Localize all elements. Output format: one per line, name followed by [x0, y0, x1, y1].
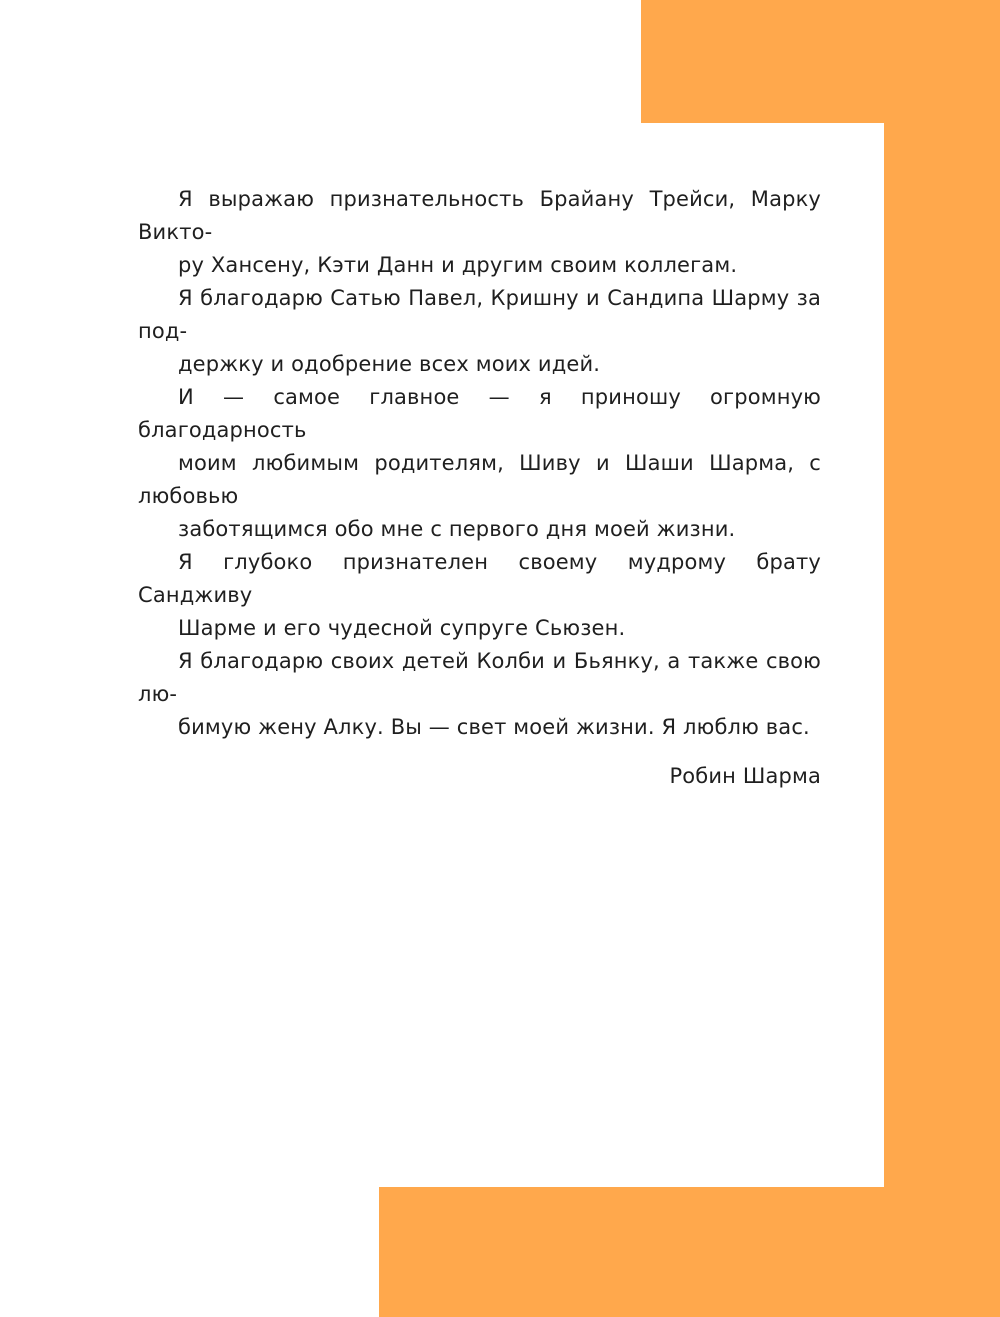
text-line: Шарме и его чудесной супруге Сьюзен.: [178, 616, 626, 640]
decor-bar-right: [884, 0, 1000, 1317]
paragraph-4: [138, 546, 821, 645]
text-line: моим любимым родителям, Шиву и Шаши Шарма, с любовью: [138, 451, 821, 508]
text-line: Я глубоко признателен своему мудрому брату Сандживу: [138, 550, 821, 607]
text-line: И — самое главное — я приношу огромную благодарность: [138, 385, 821, 442]
text-line: заботящимся обо мне с первого дня моей жизни.: [178, 517, 736, 541]
signature: Робин Шарма: [669, 764, 821, 788]
text-line: держку и одобрение всех моих идей.: [178, 352, 601, 376]
text-line: Я благодарю Сатью Павел, Кришну и Сандипа Шарму за под-: [138, 286, 821, 343]
paragraph-5: [138, 645, 821, 744]
text-line: Я выражаю признательность Брайану Трейси, Марку Викто-: [138, 187, 821, 244]
text-line: ру Хансену, Кэти Данн и другим своим коллегам.: [178, 253, 738, 277]
paragraph-2: [138, 282, 821, 381]
acknowledgements-text: [138, 183, 821, 793]
paragraph-1: [138, 183, 821, 282]
paragraph-3: [138, 381, 821, 546]
decor-block-bottom: [379, 1187, 1000, 1317]
text-line: бимую жену Алку. Вы — свет моей жизни. Я люблю вас.: [178, 715, 810, 739]
text-line: Я благодарю своих детей Колби и Бьянку, а также свою лю-: [138, 649, 821, 706]
